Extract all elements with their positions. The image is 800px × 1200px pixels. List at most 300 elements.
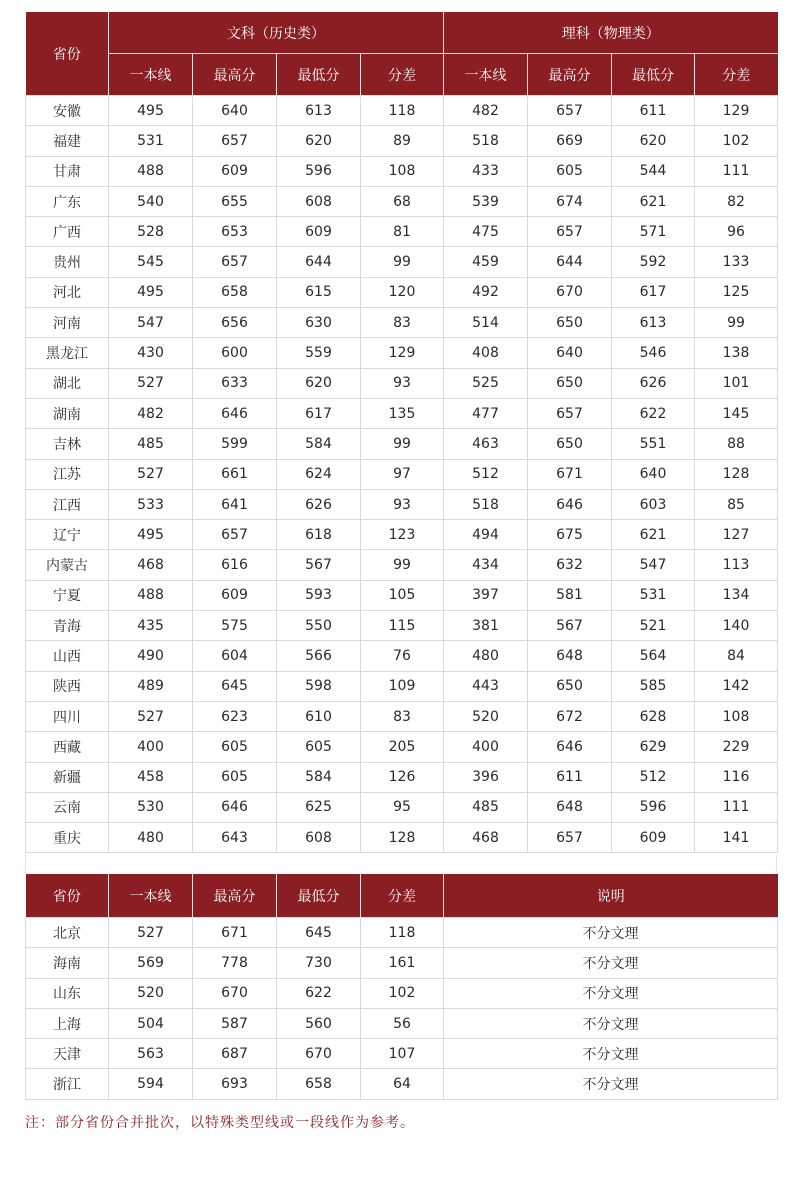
table-cell: 229 — [695, 732, 778, 762]
table-cell: 485 — [444, 792, 528, 822]
table-row — [26, 277, 778, 307]
table-cell: 559 — [277, 338, 361, 368]
table-cell: 128 — [695, 459, 778, 489]
table-row — [26, 96, 778, 126]
table-cell: 89 — [361, 126, 444, 156]
table-cell: 656 — [193, 308, 277, 338]
table-cell: 不分文理 — [444, 948, 778, 978]
table-row — [26, 217, 778, 247]
table-cell: 592 — [612, 247, 695, 277]
table-cell: 434 — [444, 550, 528, 580]
table-row — [26, 398, 778, 428]
table-row — [26, 489, 778, 519]
table-cell: 633 — [193, 368, 277, 398]
table-cell: 95 — [361, 792, 444, 822]
table-cell: 605 — [193, 762, 277, 792]
province-cell: 云南 — [26, 792, 109, 822]
table-row — [26, 459, 778, 489]
table-cell: 489 — [109, 671, 193, 701]
table-cell: 584 — [277, 762, 361, 792]
table-cell: 657 — [528, 96, 612, 126]
table-cell: 145 — [695, 398, 778, 428]
table-cell: 603 — [612, 489, 695, 519]
liberal-arts-group-header: 文科（历史类） — [109, 12, 444, 54]
table-cell: 544 — [612, 156, 695, 186]
table-row — [26, 918, 778, 948]
table-cell: 605 — [528, 156, 612, 186]
table-cell: 435 — [109, 611, 193, 641]
province-cell: 海南 — [26, 948, 109, 978]
table-cell: 599 — [193, 429, 277, 459]
table-cell: 129 — [361, 338, 444, 368]
province-cell: 吉林 — [26, 429, 109, 459]
table-row — [26, 762, 778, 792]
table-cell: 不分文理 — [444, 978, 778, 1008]
table-cell: 626 — [612, 368, 695, 398]
table-cell: 528 — [109, 217, 193, 247]
table-row — [26, 247, 778, 277]
table-cell: 650 — [528, 368, 612, 398]
table-cell: 108 — [361, 156, 444, 186]
table-cell: 475 — [444, 217, 528, 247]
province-cell: 甘肃 — [26, 156, 109, 186]
table-cell: 643 — [193, 823, 277, 853]
table-cell: 不分文理 — [444, 1008, 778, 1038]
table-cell: 617 — [612, 277, 695, 307]
province-cell: 江西 — [26, 489, 109, 519]
table-cell: 459 — [444, 247, 528, 277]
table-cell: 482 — [109, 398, 193, 428]
table-cell: 512 — [444, 459, 528, 489]
column-header: 最低分 — [277, 874, 361, 918]
table-cell: 546 — [612, 338, 695, 368]
table-row — [26, 520, 778, 550]
table-cell: 645 — [277, 918, 361, 948]
province-cell: 安徽 — [26, 96, 109, 126]
table-cell: 76 — [361, 641, 444, 671]
table-cell: 120 — [361, 277, 444, 307]
table-cell: 563 — [109, 1039, 193, 1069]
table-cell: 530 — [109, 792, 193, 822]
table-cell: 68 — [361, 186, 444, 216]
table-cell: 547 — [612, 550, 695, 580]
table-cell: 585 — [612, 671, 695, 701]
table-cell: 622 — [612, 398, 695, 428]
table-cell: 632 — [528, 550, 612, 580]
province-header: 省份 — [26, 12, 109, 96]
table-cell: 657 — [528, 217, 612, 247]
table-spacer — [25, 855, 777, 874]
table-cell: 629 — [612, 732, 695, 762]
table-cell: 56 — [361, 1008, 444, 1038]
table-row — [26, 792, 778, 822]
table-cell: 609 — [193, 156, 277, 186]
table-cell: 408 — [444, 338, 528, 368]
table-cell: 609 — [193, 580, 277, 610]
table-cell: 657 — [193, 247, 277, 277]
province-cell: 广东 — [26, 186, 109, 216]
table-cell: 613 — [277, 96, 361, 126]
table-cell: 687 — [193, 1039, 277, 1069]
table-cell: 85 — [695, 489, 778, 519]
table-row — [26, 823, 778, 853]
table-cell: 126 — [361, 762, 444, 792]
table-cell: 655 — [193, 186, 277, 216]
table-cell: 129 — [695, 96, 778, 126]
province-cell: 上海 — [26, 1008, 109, 1038]
table-cell: 463 — [444, 429, 528, 459]
column-header: 一本线 — [109, 874, 193, 918]
table-cell: 109 — [361, 671, 444, 701]
table-cell: 670 — [528, 277, 612, 307]
table-cell: 581 — [528, 580, 612, 610]
table-cell: 518 — [444, 489, 528, 519]
province-cell: 陕西 — [26, 671, 109, 701]
table-cell: 468 — [109, 550, 193, 580]
table-cell: 125 — [695, 277, 778, 307]
table-cell: 608 — [277, 186, 361, 216]
table-cell: 81 — [361, 217, 444, 247]
table-cell: 672 — [528, 701, 612, 731]
table-cell: 142 — [695, 671, 778, 701]
table-cell: 111 — [695, 156, 778, 186]
table-cell: 650 — [528, 429, 612, 459]
table-cell: 618 — [277, 520, 361, 550]
table-cell: 622 — [277, 978, 361, 1008]
table-cell: 621 — [612, 186, 695, 216]
table-cell: 400 — [109, 732, 193, 762]
table-cell: 640 — [528, 338, 612, 368]
province-cell: 湖北 — [26, 368, 109, 398]
table-cell: 531 — [612, 580, 695, 610]
table-cell: 512 — [612, 762, 695, 792]
table-cell: 609 — [612, 823, 695, 853]
table-cell: 653 — [193, 217, 277, 247]
province-cell: 河南 — [26, 308, 109, 338]
table-cell: 650 — [528, 308, 612, 338]
province-cell: 广西 — [26, 217, 109, 247]
table-cell: 468 — [444, 823, 528, 853]
table-cell: 658 — [277, 1069, 361, 1099]
table-cell: 671 — [193, 918, 277, 948]
province-cell: 河北 — [26, 277, 109, 307]
table-cell: 657 — [528, 398, 612, 428]
column-header: 最高分 — [193, 54, 277, 96]
table-row — [26, 156, 778, 186]
table-row — [26, 126, 778, 156]
table-cell: 400 — [444, 732, 528, 762]
scores-table-no-split — [25, 874, 778, 1100]
table-cell: 527 — [109, 368, 193, 398]
table-cell: 584 — [277, 429, 361, 459]
table-cell: 587 — [193, 1008, 277, 1038]
table-cell: 161 — [361, 948, 444, 978]
table-row — [26, 186, 778, 216]
table-cell: 108 — [695, 701, 778, 731]
province-cell: 北京 — [26, 918, 109, 948]
table-row — [26, 308, 778, 338]
table-cell: 495 — [109, 96, 193, 126]
table-cell: 630 — [277, 308, 361, 338]
province-cell: 湖南 — [26, 398, 109, 428]
province-cell: 浙江 — [26, 1069, 109, 1099]
table-cell: 571 — [612, 217, 695, 247]
table-cell: 609 — [277, 217, 361, 247]
table-cell: 520 — [444, 701, 528, 731]
table-cell: 115 — [361, 611, 444, 641]
table-cell: 608 — [277, 823, 361, 853]
table-cell: 93 — [361, 489, 444, 519]
table-cell: 485 — [109, 429, 193, 459]
table-cell: 118 — [361, 918, 444, 948]
table-cell: 623 — [193, 701, 277, 731]
scores-table-main — [25, 12, 778, 853]
table-cell: 648 — [528, 641, 612, 671]
table-row — [26, 550, 778, 580]
table-cell: 611 — [612, 96, 695, 126]
table-cell: 113 — [695, 550, 778, 580]
table-cell: 123 — [361, 520, 444, 550]
table-cell: 83 — [361, 701, 444, 731]
table-cell: 646 — [193, 792, 277, 822]
table-cell: 518 — [444, 126, 528, 156]
table-cell: 658 — [193, 277, 277, 307]
table-cell: 594 — [109, 1069, 193, 1099]
scores-table-no-split-body — [26, 918, 778, 1100]
table-row — [26, 701, 778, 731]
table-cell: 93 — [361, 368, 444, 398]
table-row — [26, 732, 778, 762]
table-cell: 616 — [193, 550, 277, 580]
table-cell: 116 — [695, 762, 778, 792]
table-cell: 650 — [528, 671, 612, 701]
table-cell: 135 — [361, 398, 444, 428]
table-cell: 611 — [528, 762, 612, 792]
table-row — [26, 1069, 778, 1099]
table-cell: 不分文理 — [444, 918, 778, 948]
table-cell: 646 — [528, 732, 612, 762]
table-cell: 107 — [361, 1039, 444, 1069]
table-cell: 443 — [444, 671, 528, 701]
table-cell: 96 — [695, 217, 778, 247]
table-cell: 488 — [109, 156, 193, 186]
table-row — [26, 641, 778, 671]
table-cell: 545 — [109, 247, 193, 277]
province-cell: 辽宁 — [26, 520, 109, 550]
province-cell: 重庆 — [26, 823, 109, 853]
table-cell: 566 — [277, 641, 361, 671]
column-header: 分差 — [361, 54, 444, 96]
table-row — [26, 368, 778, 398]
table-cell: 397 — [444, 580, 528, 610]
table-row — [26, 580, 778, 610]
table-row — [26, 671, 778, 701]
table-cell: 514 — [444, 308, 528, 338]
province-cell: 四川 — [26, 701, 109, 731]
table-cell: 133 — [695, 247, 778, 277]
table-cell: 88 — [695, 429, 778, 459]
table-cell: 140 — [695, 611, 778, 641]
province-cell: 山东 — [26, 978, 109, 1008]
table-cell: 102 — [361, 978, 444, 1008]
province-cell: 内蒙古 — [26, 550, 109, 580]
table-cell: 84 — [695, 641, 778, 671]
table-row — [26, 1039, 778, 1069]
table-cell: 430 — [109, 338, 193, 368]
table-cell: 527 — [109, 459, 193, 489]
table-row — [26, 1008, 778, 1038]
table-cell: 495 — [109, 277, 193, 307]
table-cell: 492 — [444, 277, 528, 307]
column-header: 分差 — [695, 54, 778, 96]
column-header: 一本线 — [444, 54, 528, 96]
table-cell: 105 — [361, 580, 444, 610]
table-cell: 569 — [109, 948, 193, 978]
table-cell: 不分文理 — [444, 1069, 778, 1099]
table-cell: 138 — [695, 338, 778, 368]
table-cell: 605 — [193, 732, 277, 762]
table-cell: 575 — [193, 611, 277, 641]
table-cell: 669 — [528, 126, 612, 156]
table-cell: 520 — [109, 978, 193, 1008]
province-cell: 新疆 — [26, 762, 109, 792]
table-cell: 596 — [277, 156, 361, 186]
table-cell: 477 — [444, 398, 528, 428]
table-cell: 488 — [109, 580, 193, 610]
table-cell: 596 — [612, 792, 695, 822]
scores-table-main-body — [26, 96, 778, 853]
table-cell: 598 — [277, 671, 361, 701]
table-cell: 118 — [361, 96, 444, 126]
table-cell: 141 — [695, 823, 778, 853]
table-cell: 97 — [361, 459, 444, 489]
table-cell: 525 — [444, 368, 528, 398]
table-cell: 646 — [528, 489, 612, 519]
column-header: 最低分 — [612, 54, 695, 96]
table-cell: 646 — [193, 398, 277, 428]
table-cell: 640 — [612, 459, 695, 489]
province-cell: 贵州 — [26, 247, 109, 277]
column-header: 最低分 — [277, 54, 361, 96]
table-cell: 730 — [277, 948, 361, 978]
table-cell: 613 — [612, 308, 695, 338]
table-cell: 540 — [109, 186, 193, 216]
table-cell: 102 — [695, 126, 778, 156]
province-cell: 青海 — [26, 611, 109, 641]
table-cell: 626 — [277, 489, 361, 519]
table-cell: 644 — [528, 247, 612, 277]
column-header: 说明 — [444, 874, 778, 918]
table-cell: 567 — [528, 611, 612, 641]
province-cell: 宁夏 — [26, 580, 109, 610]
column-header: 最高分 — [528, 54, 612, 96]
table-cell: 670 — [193, 978, 277, 1008]
table-cell: 641 — [193, 489, 277, 519]
table-cell: 657 — [193, 126, 277, 156]
table-cell: 64 — [361, 1069, 444, 1099]
column-header: 省份 — [26, 874, 109, 918]
table-cell: 533 — [109, 489, 193, 519]
table-cell: 111 — [695, 792, 778, 822]
table-cell: 521 — [612, 611, 695, 641]
table-cell: 617 — [277, 398, 361, 428]
table-cell: 648 — [528, 792, 612, 822]
table-cell: 661 — [193, 459, 277, 489]
table-cell: 778 — [193, 948, 277, 978]
table-cell: 610 — [277, 701, 361, 731]
table-row — [26, 948, 778, 978]
column-header: 最高分 — [193, 874, 277, 918]
table-cell: 605 — [277, 732, 361, 762]
table-cell: 99 — [695, 308, 778, 338]
table-cell: 99 — [361, 429, 444, 459]
table-cell: 480 — [444, 641, 528, 671]
province-cell: 黑龙江 — [26, 338, 109, 368]
table-cell: 620 — [277, 368, 361, 398]
table-cell: 670 — [277, 1039, 361, 1069]
table-cell: 547 — [109, 308, 193, 338]
table-cell: 674 — [528, 186, 612, 216]
table-cell: 490 — [109, 641, 193, 671]
footnote: 注：部分省份合并批次，以特殊类型线或一段线作为参考。 — [25, 1115, 415, 1131]
science-group-header: 理科（物理类） — [444, 12, 778, 54]
table-cell: 127 — [695, 520, 778, 550]
table-cell: 381 — [444, 611, 528, 641]
table-cell: 504 — [109, 1008, 193, 1038]
table-cell: 567 — [277, 550, 361, 580]
province-cell: 西藏 — [26, 732, 109, 762]
table-cell: 527 — [109, 701, 193, 731]
column-header: 分差 — [361, 874, 444, 918]
table-cell: 539 — [444, 186, 528, 216]
table-cell: 604 — [193, 641, 277, 671]
table-cell: 494 — [444, 520, 528, 550]
table-cell: 82 — [695, 186, 778, 216]
province-cell: 福建 — [26, 126, 109, 156]
table-cell: 645 — [193, 671, 277, 701]
table-cell: 620 — [612, 126, 695, 156]
table-cell: 551 — [612, 429, 695, 459]
table-cell: 671 — [528, 459, 612, 489]
table-cell: 640 — [193, 96, 277, 126]
table-cell: 99 — [361, 550, 444, 580]
table-cell: 480 — [109, 823, 193, 853]
table-row — [26, 611, 778, 641]
table-cell: 128 — [361, 823, 444, 853]
table-cell: 83 — [361, 308, 444, 338]
column-header: 一本线 — [109, 54, 193, 96]
table-cell: 458 — [109, 762, 193, 792]
table-cell: 644 — [277, 247, 361, 277]
table-cell: 600 — [193, 338, 277, 368]
table-cell: 615 — [277, 277, 361, 307]
table-cell: 495 — [109, 520, 193, 550]
province-cell: 天津 — [26, 1039, 109, 1069]
table-row — [26, 978, 778, 1008]
table-cell: 560 — [277, 1008, 361, 1038]
table-cell: 482 — [444, 96, 528, 126]
table-cell: 593 — [277, 580, 361, 610]
table-cell: 不分文理 — [444, 1039, 778, 1069]
table-cell: 621 — [612, 520, 695, 550]
table-row — [26, 338, 778, 368]
table-cell: 620 — [277, 126, 361, 156]
table-cell: 628 — [612, 701, 695, 731]
table-cell: 101 — [695, 368, 778, 398]
table-cell: 527 — [109, 918, 193, 948]
table-cell: 550 — [277, 611, 361, 641]
table-row — [26, 429, 778, 459]
